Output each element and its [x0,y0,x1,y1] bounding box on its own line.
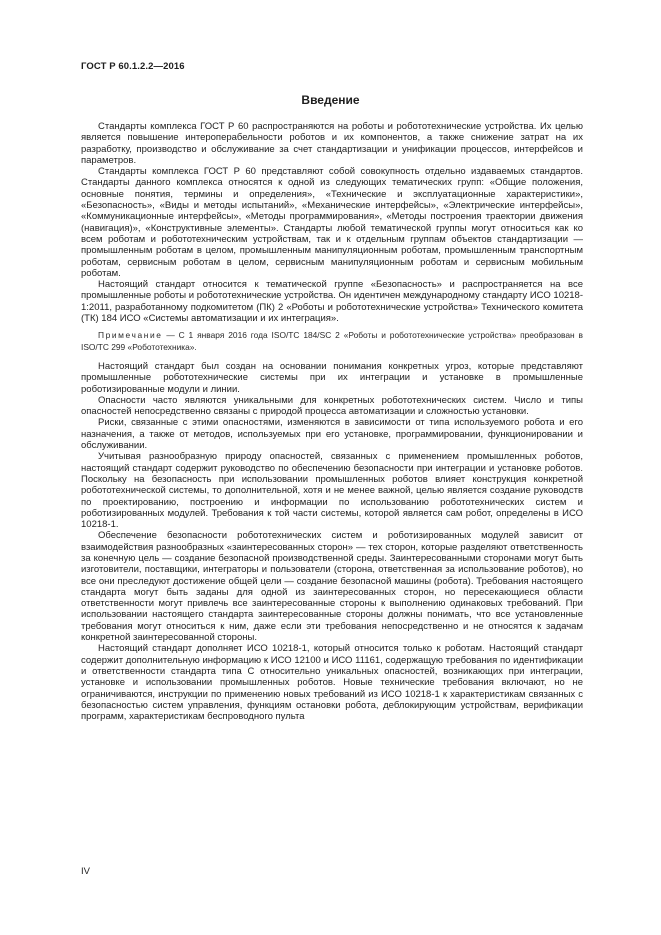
page-number: IV [81,866,90,877]
paragraph: Обеспечение безопасности робототехнических систем и роботизированных модулей зависит от взаимодействия разнообразных «заинтересованных сторон» — тех сторон, которые разделяют ответственность за конечную цель — создание безопасной производственной среды. Заинтересованными сторонами могут быть изготовители, поставщики, интеграторы и пользователи (сторона, ответственная за использование роботов), но все они преследуют достижение общей цели — создание безопасной машины (робота). Требования настоящего стандарта могут быть заданы для одной из заинтересованных сторон, но пересекающиеся области ответственности могут привлечь все заинтересованные стороны к выполнению одинаковых требований. При использовании настоящего стандарта заинтересованные стороны должны понимать, что все установленные требования могут относиться к ним, даже если эти требования непосредственно и не относятся к задачам конкретной заинтересованной стороны. [81,530,583,644]
paragraph: Стандарты комплекса ГОСТ Р 60 распространяются на роботы и робототехнические устройства. Их целью является повышение интероперабельности роботов и их компонентов, а также снижение затрат на их разработку, производство и обслуживание за счет стандартизации и унификации процессов, интерфейсов и параметров. [81,121,583,166]
standard-id: ГОСТ Р 60.1.2.2—2016 [81,61,185,72]
paragraph: Учитывая разнообразную природу опасностей, связанных с применением промышленных роботов, настоящий стандарт содержит руководство по обеспечению безопасности при интеграции и установке роботов. Поскольку на безопасность при использовании промышленных роботов влияет конструкция конкретной робототехнической системы, то дополнительной, хотя и не менее важной, целью является создание руководств по проектированию, построению и информации по использованию робототехнических систем и роботизированных модулей. Требования к той части системы, которой является сам робот, определены в ИСО 10218-1. [81,451,583,531]
paragraph: Стандарты комплекса ГОСТ Р 60 представляют собой совокупность отдельно издаваемых стандартов. Стандарты данного комплекса относятся к одной из следующих тематических групп: «Общие положения, основные понятия, термины и определения», «Технические и эксплуатационные характеристики», «Безопасность», «Виды и методы испытаний», «Механические интерфейсы», «Электрические интерфейсы», «Коммуникационные интерфейсы», «Методы программирования», «Методы построения траектории движения (навигация)», «Конструктивные элементы». Стандарты любой тематической группы могут относиться как ко всем роботам и робототехническим устройствам, так и к отдельным группам объектов стандартизации — промышленным роботам в целом, промышленным манипуляционным роботам, промышленным транспортным роботам, сервисным роботам в целом, сервисным манипуляционным роботам и сервисным мобильным роботам. [81,166,583,279]
paragraph: Настоящий стандарт относится к тематической группе «Безопасность» и распространяется на все промышленные роботы и робототехнические устройства. Он идентичен международному стандарту ИСО 10218-1:2011, разработанному подкомитетом (ПК) 2 «Роботы и робототехнические устройства» Технического комитета (ТК) 184 ИСО «Системы автоматизации и их интеграция». [81,279,583,325]
page-title: Введение [301,93,360,107]
note-text: — С 1 января 2016 года ISO/TC 184/SC 2 «Роботы и робототехнические устройства» преобразован в ISO/TC 299 «Робототехника». [81,330,583,352]
note-label: Примечание [98,330,163,341]
note [81,330,583,353]
paragraph: Риски, связанные с этими опасностями, изменяются в зависимости от типа используемого робота и его назначения, а также от методов, используемых при его установке, программировании, функционировании и обслуживании. [81,417,583,452]
paragraph: Опасности часто являются уникальными для конкретных робототехнических систем. Число и типы опасностей непосредственно связаны с природой процесса автоматизации и сложностью установки. [81,394,583,418]
document-body [81,121,583,722]
paragraph: Настоящий стандарт дополняет ИСО 10218-1, который относится только к роботам. Настоящий стандарт содержит дополнительную информацию к ИСО 12100 и ИСО 11161, содержащую требования по идентификации и ответственности стандарта типа С относительно уникальных опасностей, возникающих при интеграции, установке и использовании промышленных роботов. Новые технические требования включают, но не ограничиваются, инструкции по применению новых требований из ИСО 10218-1 к характеристикам связанных с безопасностью систем управления, функциям остановки робота, деблокирующим устройствам, верификации программ, характеристикам беспроводного пульта [81,643,583,723]
paragraph: Настоящий стандарт был создан на основании понимания конкретных угроз, которые представляют промышленные робототехнические системы при их интеграции и установке в промышленные роботизированные модули и линии. [81,360,583,395]
